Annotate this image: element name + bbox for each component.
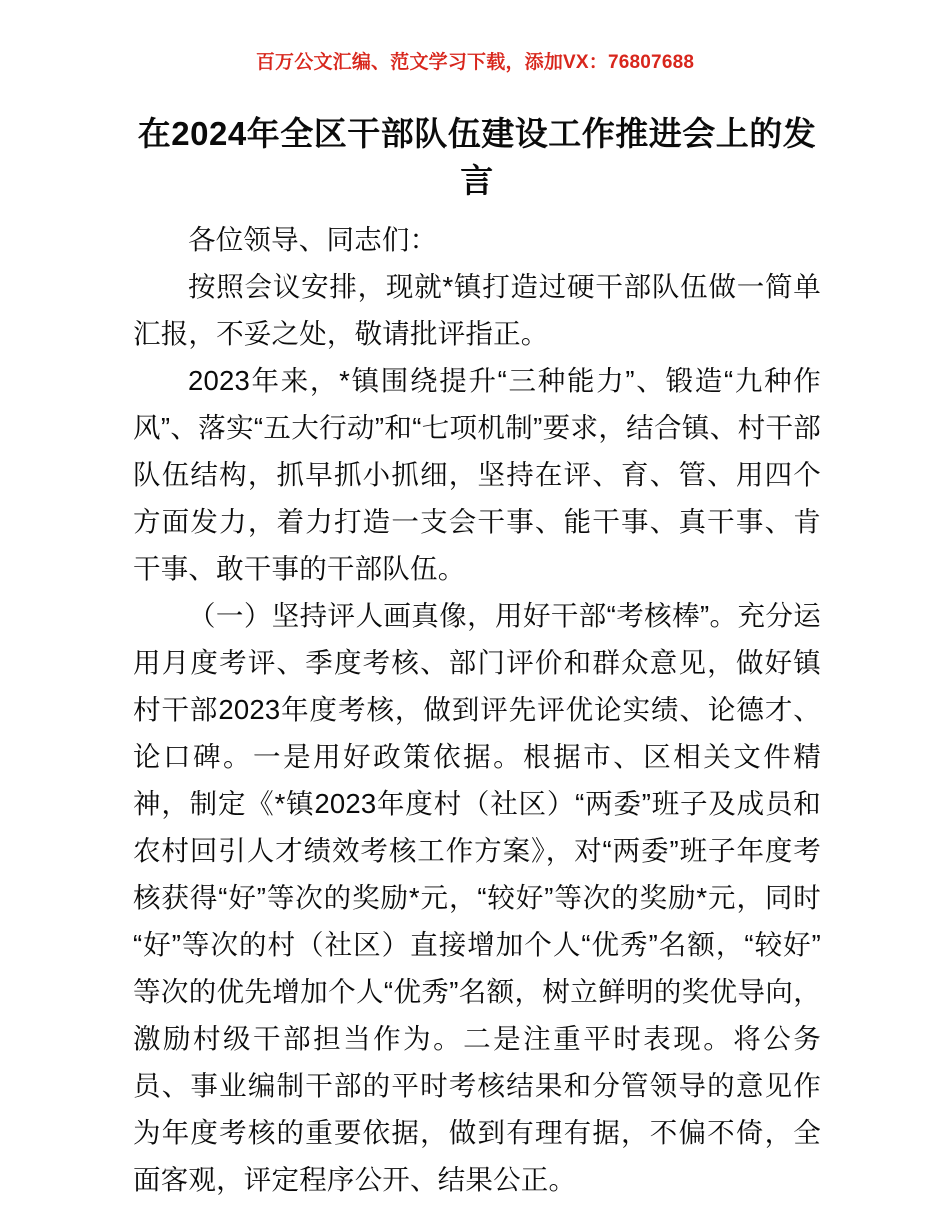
paragraph-overview: 2023年来，*镇围绕提升“三种能力”、锻造“九种作风”、落实“五大行动”和“七项机制”要求，结合镇、村干部队伍结构，抓早抓小抓细，坚持在评、育、管、用四个方面发力，着力打造一支会干事、能干事、真干事、肯干事、敢干事的干部队伍。 xyxy=(133,365,821,584)
paragraph-section-one: （一）坚持评人画真像，用好干部“考核棒”。充分运用月度考评、季度考核、部门评价和群众意见，做好镇村干部2023年度考核，做到评先评优论实绩、论德才、论口碑。一是用好政策依据。根据市、区相关文件精神，制定《*镇2023年度村（社区）“两委”班子及成员和农村回引人才绩效考核工作方案》，对“两委”班子年度考核获得“好”等次的奖励*元，“较好”等次的奖励*元，同时“好”等次的村（社区）直接增加个人“优秀”名额，“较好”等次的优先增加个人“优秀”名额，树立鲜明的奖优导向，激励村级干部担当作为。二是注重平时表现。将公务员、事业编制干部的平时考核结果和分管领导的意见作为年度考核的重要依据，做到有理有据，不偏不倚，全面客观，评定程序公开、结果公正。 xyxy=(133,600,821,1195)
document-title: 在2024年全区干部队伍建设工作推进会上的发言 xyxy=(137,115,817,199)
paragraph-opening: 按照会议安排，现就*镇打造过硬干部队伍做一简单汇报，不妥之处，敬请批评指正。 xyxy=(133,271,821,349)
document-body xyxy=(133,110,821,1203)
promo-watermark-header: 百万公文汇编、范文学习下载，添加VX：76807688 xyxy=(255,52,695,73)
paragraph-salutation: 各位领导、同志们： xyxy=(188,224,438,255)
